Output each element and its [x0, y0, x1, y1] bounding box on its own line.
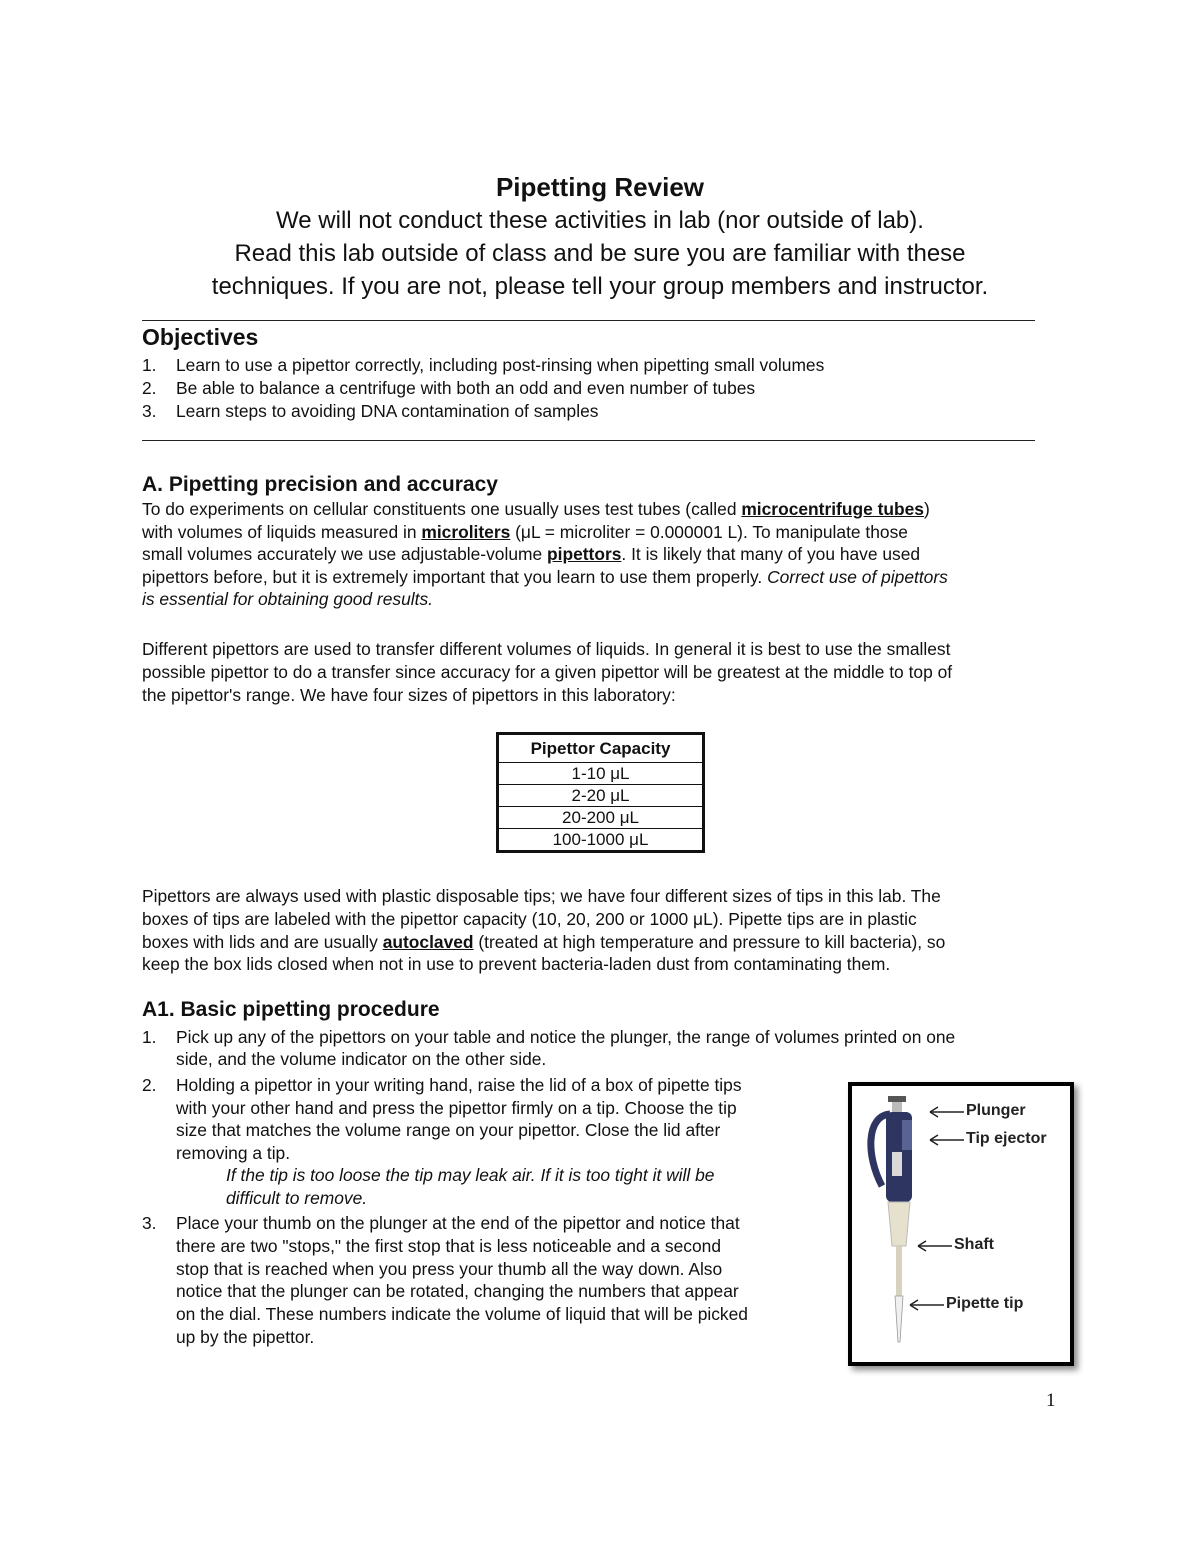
paragraph-line: Different pipettors are used to transfer different volumes of liquids. In general it is best to use the smallest [142, 639, 951, 659]
paragraph-line: is essential for obtaining good results. [142, 589, 433, 609]
paragraph-line: keep the box lids closed when not in use to prevent bacteria-laden dust from contaminating them. [142, 954, 891, 974]
label-pipette-tip: Pipette tip [946, 1295, 1024, 1312]
step-note: difficult to remove. [226, 1188, 368, 1208]
section-a1-heading: A1. Basic pipetting procedure [142, 998, 440, 1021]
section-a-heading: A. Pipetting precision and accuracy [142, 473, 498, 496]
step-line: Holding a pipettor in your writing hand, raise the lid of a box of pipette tips [176, 1075, 742, 1095]
divider-bottom [142, 440, 1035, 441]
table-cell: 20-200 μL [498, 807, 704, 829]
objective-number: 3. [142, 401, 157, 421]
paragraph-line: boxes of tips are labeled with the pipettor capacity (10, 20, 200 or 1000 μL). Pipette tips are in plastic [142, 909, 917, 929]
term-microliters: microliters [421, 522, 511, 542]
term-pipettors: pipettors [547, 544, 622, 564]
paragraph-line: pipettors before, but it is extremely important that you learn to use them properly. Correct use of pipettors [142, 567, 948, 587]
paragraph-line: with volumes of liquids measured in microliters (μL = microliter = 0.000001 L). To manipulate those [142, 522, 908, 542]
objective-item: Learn to use a pipettor correctly, including post-rinsing when pipetting small volumes [176, 355, 825, 375]
divider-top [142, 320, 1035, 321]
subtitle-line-3: techniques. If you are not, please tell your group members and instructor. [211, 273, 989, 300]
paragraph-line: To do experiments on cellular constituents one usually uses test tubes (called microcentrifuge tubes) [142, 499, 930, 519]
objective-item: Be able to balance a centrifuge with both an odd and even number of tubes [176, 378, 756, 398]
pipettor-capacity-table [496, 732, 705, 853]
paragraph-line: boxes with lids and are usually autoclaved (treated at high temperature and pressure to kill bacteria), so [142, 932, 946, 952]
pipettor-illustration [852, 1086, 1070, 1362]
subtitle-line-1: We will not conduct these activities in lab (nor outside of lab). [276, 207, 924, 234]
paragraph-line: possible pipettor to do a transfer since accuracy for a given pipettor will be greatest at the middle to top of [142, 662, 953, 682]
step-line: side, and the volume indicator on the other side. [176, 1049, 547, 1069]
table-cell: 1-10 μL [498, 763, 704, 785]
step-line: notice that the plunger can be rotated, changing the numbers that appear [176, 1281, 739, 1301]
table-cell: 2-20 μL [498, 785, 704, 807]
step-line: stop that is reached when you press your thumb all the way down. Also [176, 1259, 723, 1279]
paragraph-line: Pipettors are always used with plastic disposable tips; we have four different sizes of tips in this lab. The [142, 886, 941, 906]
paragraph-line: the pipettor's range. We have four sizes of pipettors in this laboratory: [142, 685, 676, 705]
label-tip-ejector: Tip ejector [966, 1130, 1047, 1147]
paragraph-line: small volumes accurately we use adjustable-volume pipettors. It is likely that many of you have used [142, 544, 921, 564]
label-shaft: Shaft [954, 1236, 994, 1253]
step-number: 2. [142, 1075, 157, 1095]
page-title: Pipetting Review [495, 172, 705, 202]
step-line: on the dial. These numbers indicate the volume of liquid that will be picked [176, 1304, 748, 1324]
step-line: up by the pipettor. [176, 1327, 315, 1347]
step-number: 3. [142, 1213, 157, 1233]
term-microcentrifuge-tubes: microcentrifuge tubes [741, 499, 924, 519]
step-line: Place your thumb on the plunger at the end of the pipettor and notice that [176, 1213, 740, 1233]
step-line: size that matches the volume range on your pipettor. Close the lid after [176, 1120, 721, 1140]
step-line: there are two "stops," the first stop that is less noticeable and a second [176, 1236, 721, 1256]
term-autoclaved: autoclaved [382, 932, 474, 952]
page-number: 1 [1046, 1390, 1056, 1411]
table-cell: 100-1000 μL [498, 829, 704, 852]
label-plunger: Plunger [966, 1102, 1026, 1119]
step-note: If the tip is too loose the tip may leak air. If it is too tight it will be [226, 1165, 715, 1185]
objective-number: 2. [142, 378, 157, 398]
subtitle-line-2: Read this lab outside of class and be sure you are familiar with these [234, 240, 966, 267]
objective-item: Learn steps to avoiding DNA contamination of samples [176, 401, 599, 421]
step-line: with your other hand and press the pipettor firmly on a tip. Choose the tip [176, 1098, 737, 1118]
objectives-heading: Objectives [142, 324, 259, 350]
pipettor-diagram [848, 1082, 1074, 1366]
table-header: Pipettor Capacity [498, 734, 704, 763]
step-number: 1. [142, 1027, 157, 1047]
objective-number: 1. [142, 355, 157, 375]
step-line: Pick up any of the pipettors on your table and notice the plunger, the range of volumes printed on one [176, 1027, 956, 1047]
step-line: removing a tip. [176, 1143, 291, 1163]
